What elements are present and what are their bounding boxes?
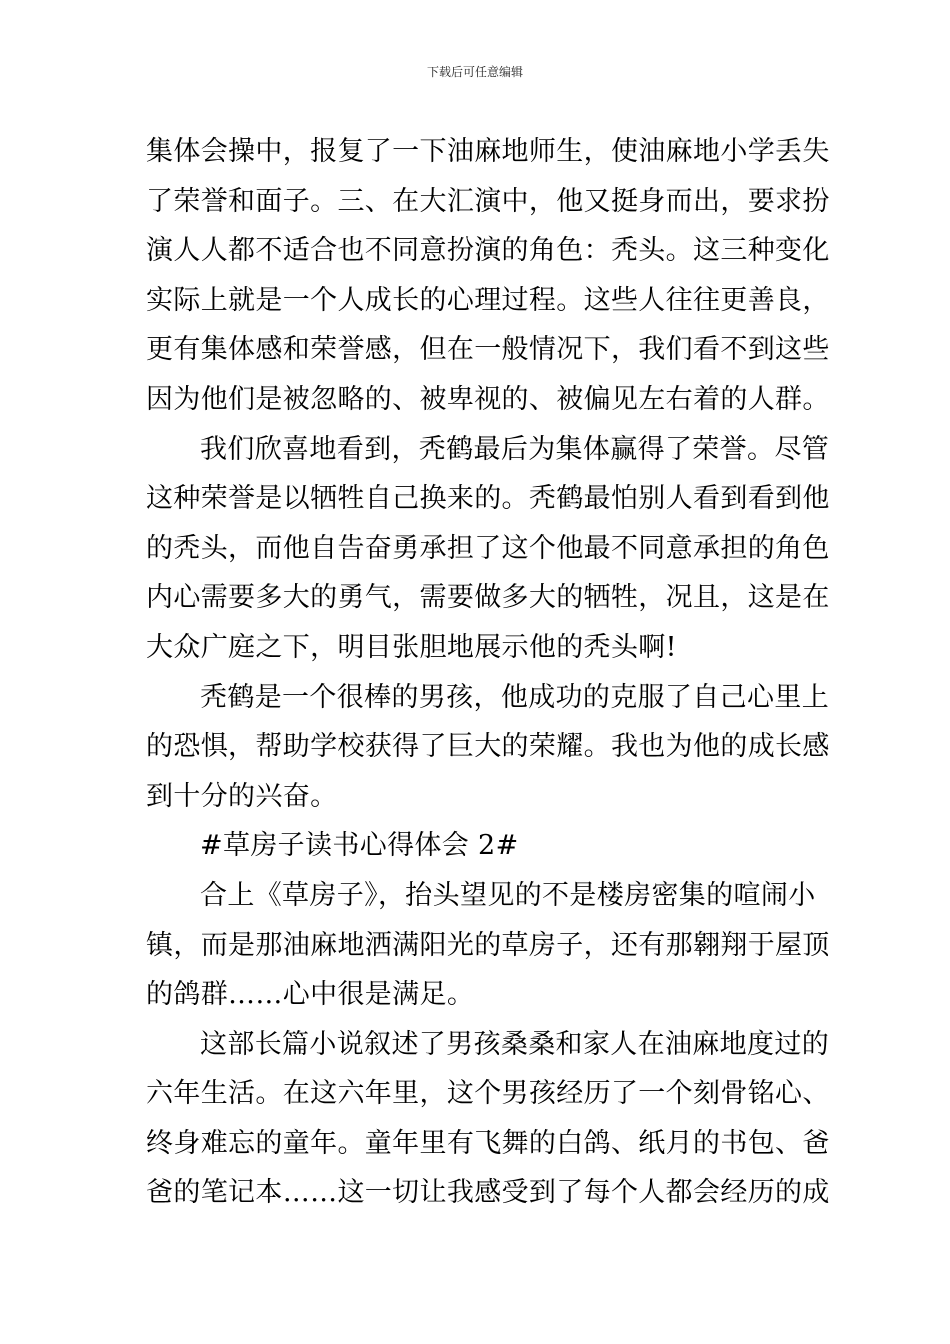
text-line: 这种荣誉是以牺牲自己换来的。秃鹤最怕别人看到看到他 — [146, 483, 830, 515]
text-line: 六年生活。在这六年里，这个男孩经历了一个刻骨铭心、 — [146, 1078, 830, 1110]
text-line: 秃鹤是一个很棒的男孩，他成功的克服了自己心里上 — [200, 681, 830, 713]
text-line: 我们欣喜地看到，秃鹤最后为集体赢得了荣誉。尽管 — [200, 433, 830, 465]
text-line: 镇，而是那油麻地洒满阳光的草房子，还有那翱翔于屋顶 — [146, 929, 830, 961]
text-line: 合上《草房子》，抬头望见的不是楼房密集的喧闹小 — [200, 879, 816, 911]
paragraph — [146, 673, 830, 822]
paragraph — [146, 127, 830, 425]
text-line: 的秃头，而他自告奋勇承担了这个他最不同意承担的角色 — [146, 532, 830, 564]
text-line: 这部长篇小说叙述了男孩桑桑和家人在油麻地度过的 — [200, 1028, 830, 1060]
paragraph — [146, 425, 830, 673]
text-line: 的鸽群……心中很是满足。 — [146, 979, 475, 1011]
text-line: 终身难忘的童年。童年里有飞舞的白鸽、纸月的书包、爸 — [146, 1127, 830, 1159]
paragraph — [146, 1020, 830, 1218]
text-line: 集体会操中，报复了一下油麻地师生，使油麻地小学丢失 — [146, 136, 830, 167]
text-line: 爸的笔记本……这一切让我感受到了每个人都会经历的成 — [146, 1177, 830, 1209]
paragraph — [146, 871, 830, 1020]
text-line: 因为他们是被忽略的、被卑视的、被偏见左右着的人群。 — [146, 383, 830, 415]
text-line: #草房子读书心得体会 2# — [200, 830, 519, 862]
section-heading — [146, 821, 808, 871]
page-header: 下载后可任意编辑 — [426, 65, 523, 79]
text-line: 大众广庭之下，明目张胆地展示他的秃头啊! — [146, 631, 677, 663]
text-line: 到十分的兴奋。 — [146, 780, 338, 812]
text-line: 更有集体感和荣誉感，但在一般情况下，我们看不到这些 — [146, 334, 830, 366]
text-line: 演人人都不适合也不同意扮演的角色：秃头。这三种变化 — [146, 235, 830, 267]
document-body — [146, 127, 830, 1218]
text-line: 了荣誉和面子。三、在大汇演中，他又挺身而出，要求扮 — [146, 185, 830, 217]
text-line: 实际上就是一个人成长的心理过程。这些人往往更善良， — [146, 284, 830, 316]
text-line: 内心需要多大的勇气，需要做多大的牺牲，况且，这是在 — [146, 582, 830, 614]
text-line: 的恐惧，帮助学校获得了巨大的荣耀。我也为他的成长感 — [146, 731, 830, 763]
